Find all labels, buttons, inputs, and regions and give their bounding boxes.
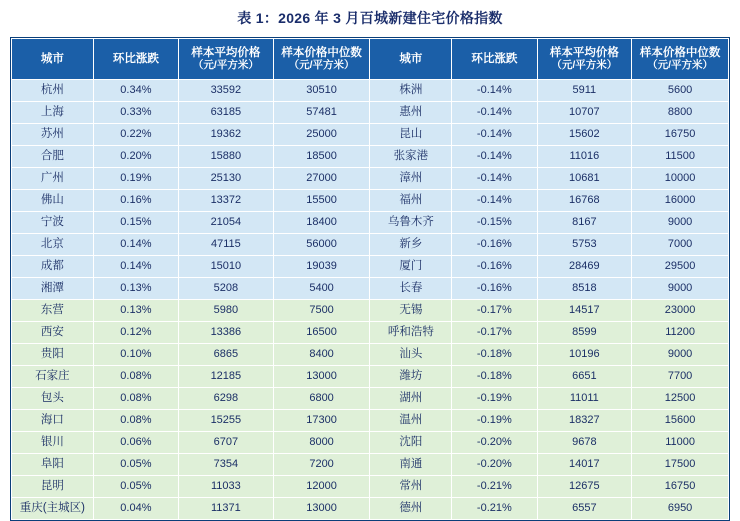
- cell-avg-right: 14017: [537, 454, 632, 476]
- cell-change-right: -0.19%: [452, 388, 537, 410]
- cell-avg-left: 7354: [179, 454, 274, 476]
- cell-change-left: 0.16%: [93, 190, 178, 212]
- cell-avg-left: 13372: [179, 190, 274, 212]
- cell-city-left: 广州: [12, 168, 94, 190]
- table-row: [12, 366, 729, 388]
- cell-change-left: 0.14%: [93, 256, 178, 278]
- cell-median-right: 5600: [632, 80, 729, 102]
- cell-city-right: 潍坊: [370, 366, 452, 388]
- cell-change-left: 0.14%: [93, 234, 178, 256]
- col-header-median-left-line1: 样本价格中位数: [281, 46, 362, 59]
- cell-city-left: 湘潭: [12, 278, 94, 300]
- cell-median-right: 11500: [632, 146, 729, 168]
- cell-median-right: 9000: [632, 212, 729, 234]
- cell-change-left: 0.08%: [93, 388, 178, 410]
- cell-city-left: 宁波: [12, 212, 94, 234]
- table-row: [12, 190, 729, 212]
- table-row: [12, 212, 729, 234]
- cell-avg-right: 9678: [537, 432, 632, 454]
- cell-avg-left: 5208: [179, 278, 274, 300]
- cell-avg-right: 10196: [537, 344, 632, 366]
- cell-median-right: 16750: [632, 124, 729, 146]
- cell-avg-left: 21054: [179, 212, 274, 234]
- cell-city-right: 呼和浩特: [370, 322, 452, 344]
- cell-median-left: 8000: [273, 432, 370, 454]
- cell-avg-left: 13386: [179, 322, 274, 344]
- cell-median-right: 29500: [632, 256, 729, 278]
- table-row: [12, 454, 729, 476]
- cell-median-right: 16000: [632, 190, 729, 212]
- col-header-city-right: 城市: [370, 39, 452, 80]
- cell-avg-right: 8518: [537, 278, 632, 300]
- cell-median-left: 7200: [273, 454, 370, 476]
- cell-avg-left: 11371: [179, 498, 274, 520]
- cell-avg-right: 28469: [537, 256, 632, 278]
- cell-city-right: 湖州: [370, 388, 452, 410]
- cell-avg-left: 19362: [179, 124, 274, 146]
- cell-city-left: 石家庄: [12, 366, 94, 388]
- cell-avg-right: 8167: [537, 212, 632, 234]
- cell-avg-left: 11033: [179, 476, 274, 498]
- cell-median-left: 17300: [273, 410, 370, 432]
- cell-change-left: 0.19%: [93, 168, 178, 190]
- cell-city-left: 阜阳: [12, 454, 94, 476]
- cell-city-right: 福州: [370, 190, 452, 212]
- cell-change-left: 0.20%: [93, 146, 178, 168]
- col-header-change-left: 环比涨跌: [93, 39, 178, 80]
- cell-avg-right: 12675: [537, 476, 632, 498]
- col-header-avg-right-line1: 样本平均价格: [549, 46, 619, 59]
- cell-city-left: 西安: [12, 322, 94, 344]
- price-index-table-wrap: [10, 37, 730, 521]
- cell-change-right: -0.16%: [452, 256, 537, 278]
- cell-avg-left: 15010: [179, 256, 274, 278]
- cell-median-left: 16500: [273, 322, 370, 344]
- cell-change-left: 0.33%: [93, 102, 178, 124]
- cell-avg-right: 6557: [537, 498, 632, 520]
- cell-change-left: 0.12%: [93, 322, 178, 344]
- cell-median-right: 16750: [632, 476, 729, 498]
- cell-change-right: -0.14%: [452, 124, 537, 146]
- cell-median-right: 6950: [632, 498, 729, 520]
- table-row: [12, 146, 729, 168]
- cell-change-left: 0.05%: [93, 476, 178, 498]
- cell-city-right: 长春: [370, 278, 452, 300]
- cell-median-left: 15500: [273, 190, 370, 212]
- table-row: [12, 410, 729, 432]
- col-header-median-left: [273, 39, 370, 80]
- cell-avg-left: 63185: [179, 102, 274, 124]
- cell-avg-left: 12185: [179, 366, 274, 388]
- table-row: [12, 168, 729, 190]
- table-row: [12, 476, 729, 498]
- cell-city-left: 北京: [12, 234, 94, 256]
- cell-change-right: -0.17%: [452, 322, 537, 344]
- cell-change-left: 0.13%: [93, 278, 178, 300]
- cell-median-left: 25000: [273, 124, 370, 146]
- cell-median-right: 8800: [632, 102, 729, 124]
- cell-avg-right: 18327: [537, 410, 632, 432]
- cell-median-left: 27000: [273, 168, 370, 190]
- cell-change-right: -0.14%: [452, 168, 537, 190]
- cell-city-right: 乌鲁木齐: [370, 212, 452, 234]
- table-row: [12, 388, 729, 410]
- cell-avg-right: 10707: [537, 102, 632, 124]
- cell-city-left: 合肥: [12, 146, 94, 168]
- cell-city-right: 厦门: [370, 256, 452, 278]
- col-header-median-right-line1: 样本价格中位数: [639, 46, 721, 59]
- cell-change-right: -0.14%: [452, 190, 537, 212]
- cell-avg-left: 15255: [179, 410, 274, 432]
- cell-change-left: 0.15%: [93, 212, 178, 234]
- cell-median-right: 23000: [632, 300, 729, 322]
- cell-change-right: -0.18%: [452, 366, 537, 388]
- cell-city-left: 东营: [12, 300, 94, 322]
- cell-city-right: 新乡: [370, 234, 452, 256]
- cell-median-left: 56000: [273, 234, 370, 256]
- table-header-row: [12, 39, 729, 80]
- cell-change-left: 0.10%: [93, 344, 178, 366]
- cell-change-right: -0.14%: [452, 102, 537, 124]
- col-header-avg-left-line1: 样本平均价格: [191, 46, 261, 59]
- cell-change-right: -0.16%: [452, 234, 537, 256]
- cell-avg-left: 15880: [179, 146, 274, 168]
- cell-median-right: 17500: [632, 454, 729, 476]
- cell-city-right: 株洲: [370, 80, 452, 102]
- table-row: [12, 102, 729, 124]
- price-index-table: [11, 38, 729, 520]
- table-row: [12, 498, 729, 520]
- cell-median-right: 9000: [632, 278, 729, 300]
- cell-avg-left: 5980: [179, 300, 274, 322]
- cell-median-left: 5400: [273, 278, 370, 300]
- cell-city-right: 昆山: [370, 124, 452, 146]
- cell-change-right: -0.16%: [452, 278, 537, 300]
- cell-avg-left: 6865: [179, 344, 274, 366]
- cell-avg-right: 6651: [537, 366, 632, 388]
- cell-change-right: -0.14%: [452, 146, 537, 168]
- cell-avg-right: 14517: [537, 300, 632, 322]
- cell-city-right: 温州: [370, 410, 452, 432]
- cell-city-left: 昆明: [12, 476, 94, 498]
- table-row: [12, 80, 729, 102]
- cell-city-right: 德州: [370, 498, 452, 520]
- cell-change-right: -0.14%: [452, 80, 537, 102]
- cell-median-right: 9000: [632, 344, 729, 366]
- table-row: [12, 322, 729, 344]
- cell-median-left: 19039: [273, 256, 370, 278]
- cell-city-right: 无锡: [370, 300, 452, 322]
- cell-change-left: 0.06%: [93, 432, 178, 454]
- cell-median-left: 18400: [273, 212, 370, 234]
- cell-change-right: -0.17%: [452, 300, 537, 322]
- cell-city-left: 苏州: [12, 124, 94, 146]
- cell-change-left: 0.04%: [93, 498, 178, 520]
- cell-city-left: 海口: [12, 410, 94, 432]
- cell-avg-right: 5753: [537, 234, 632, 256]
- col-header-avg-left-line2: （元/平方米）: [192, 58, 259, 71]
- cell-median-right: 7700: [632, 366, 729, 388]
- cell-median-left: 8400: [273, 344, 370, 366]
- cell-median-left: 18500: [273, 146, 370, 168]
- table-body: [12, 80, 729, 520]
- col-header-city-left: 城市: [12, 39, 94, 80]
- cell-avg-right: 5911: [537, 80, 632, 102]
- col-header-avg-right: [537, 39, 632, 80]
- cell-avg-right: 10681: [537, 168, 632, 190]
- col-header-median-right-line2: （元/平方米）: [647, 58, 714, 71]
- cell-city-left: 杭州: [12, 80, 94, 102]
- cell-avg-left: 6707: [179, 432, 274, 454]
- cell-median-right: 11000: [632, 432, 729, 454]
- col-header-avg-left: [179, 39, 274, 80]
- cell-change-left: 0.22%: [93, 124, 178, 146]
- cell-city-left: 贵阳: [12, 344, 94, 366]
- cell-city-left: 上海: [12, 102, 94, 124]
- table-row: [12, 234, 729, 256]
- cell-change-left: 0.13%: [93, 300, 178, 322]
- cell-median-right: 11200: [632, 322, 729, 344]
- cell-median-left: 12000: [273, 476, 370, 498]
- cell-city-left: 佛山: [12, 190, 94, 212]
- cell-change-right: -0.18%: [452, 344, 537, 366]
- cell-city-left: 重庆(主城区): [12, 498, 94, 520]
- cell-city-right: 沈阳: [370, 432, 452, 454]
- cell-median-left: 57481: [273, 102, 370, 124]
- cell-median-left: 6800: [273, 388, 370, 410]
- table-header: [12, 39, 729, 80]
- cell-avg-right: 16768: [537, 190, 632, 212]
- cell-median-right: 7000: [632, 234, 729, 256]
- cell-median-right: 12500: [632, 388, 729, 410]
- cell-avg-right: 8599: [537, 322, 632, 344]
- cell-change-right: -0.21%: [452, 498, 537, 520]
- cell-median-left: 30510: [273, 80, 370, 102]
- col-header-median-right: [632, 39, 729, 80]
- cell-city-left: 银川: [12, 432, 94, 454]
- cell-median-left: 7500: [273, 300, 370, 322]
- cell-change-left: 0.08%: [93, 366, 178, 388]
- table-row: [12, 278, 729, 300]
- cell-city-right: 常州: [370, 476, 452, 498]
- cell-avg-left: 6298: [179, 388, 274, 410]
- table-row: [12, 300, 729, 322]
- cell-change-left: 0.34%: [93, 80, 178, 102]
- cell-median-right: 15600: [632, 410, 729, 432]
- table-row: [12, 432, 729, 454]
- cell-median-left: 13000: [273, 498, 370, 520]
- cell-city-right: 张家港: [370, 146, 452, 168]
- cell-change-right: -0.21%: [452, 476, 537, 498]
- table-row: [12, 124, 729, 146]
- table-row: [12, 256, 729, 278]
- col-header-change-right: 环比涨跌: [452, 39, 537, 80]
- cell-avg-right: 11011: [537, 388, 632, 410]
- col-header-median-left-line2: （元/平方米）: [288, 58, 355, 71]
- cell-avg-left: 25130: [179, 168, 274, 190]
- table-row: [12, 344, 729, 366]
- cell-change-right: -0.20%: [452, 454, 537, 476]
- cell-city-right: 漳州: [370, 168, 452, 190]
- cell-city-left: 成都: [12, 256, 94, 278]
- cell-median-right: 10000: [632, 168, 729, 190]
- cell-avg-right: 15602: [537, 124, 632, 146]
- cell-city-left: 包头: [12, 388, 94, 410]
- cell-avg-left: 47115: [179, 234, 274, 256]
- cell-avg-left: 33592: [179, 80, 274, 102]
- cell-change-right: -0.19%: [452, 410, 537, 432]
- col-header-avg-right-line2: （元/平方米）: [551, 58, 618, 71]
- cell-median-left: 13000: [273, 366, 370, 388]
- cell-change-left: 0.08%: [93, 410, 178, 432]
- cell-avg-right: 11016: [537, 146, 632, 168]
- cell-change-right: -0.15%: [452, 212, 537, 234]
- page-title: 表 1：2026 年 3 月百城新建住宅价格指数: [237, 10, 503, 26]
- cell-change-right: -0.20%: [452, 432, 537, 454]
- cell-change-left: 0.05%: [93, 454, 178, 476]
- cell-city-right: 惠州: [370, 102, 452, 124]
- cell-city-right: 汕头: [370, 344, 452, 366]
- cell-city-right: 南通: [370, 454, 452, 476]
